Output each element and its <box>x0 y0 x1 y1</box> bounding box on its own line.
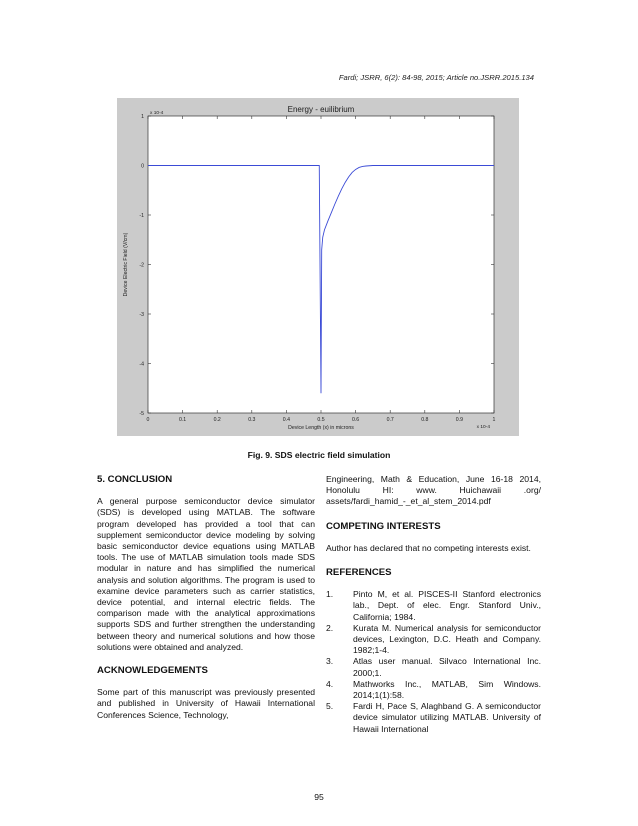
reference-text: Kurata M. Numerical analysis for semiconductor devices, Lexington, D.C. Heath and Company. 1982;1-4. <box>353 622 541 656</box>
reference-text: Pinto M, et al. PISCES-II Stanford electronics lab., Dept. of elec. Engr. Stanford Univ., California; 1984. <box>353 589 541 622</box>
x-tick-label: 0.6 <box>351 417 360 423</box>
reference-text: Atlas user manual. Silvaco International Inc. 2000;1. <box>353 656 541 678</box>
y-tick-label: -4 <box>139 361 144 368</box>
acknowledgements-heading: ACKNOWLEDGEMENTS <box>97 665 208 677</box>
right-column <box>326 474 541 735</box>
x-tick-label: 0 <box>146 417 150 423</box>
reference-item <box>326 589 541 623</box>
y-tick-label: -2 <box>139 262 144 269</box>
acknowledgements-continued: Engineering, Math & Education, June 16-18 2014, Honolulu HI: www. Huichawaii .org/ assets/fardi_hamid_-_et_al_stem_2014.pdf <box>326 474 541 507</box>
references-heading: REFERENCES <box>326 567 392 579</box>
conclusion-heading: 5. CONCLUSION <box>97 474 173 485</box>
x-tick-label: 0.8 <box>421 417 429 423</box>
acknowledgements-text: Some part of this manuscript was previously presented and published in University of Hawaii International Conferences Science, Technology, <box>97 687 315 720</box>
x-axis-multiplier: x 10-4 <box>476 425 490 430</box>
y-axis-multiplier: x 10-4 <box>150 111 164 116</box>
y-axis-label: Device Electric Field (V/cm) <box>123 232 129 297</box>
page-number: 95 <box>314 792 324 802</box>
x-tick-label: 0.1 <box>178 417 187 423</box>
reference-number: 1. <box>326 589 334 600</box>
reference-number: 4. <box>326 678 334 689</box>
reference-number: 3. <box>326 656 334 667</box>
electric-field-chart <box>117 98 519 436</box>
figure-caption: Fig. 9. SDS electric field simulation <box>247 450 391 460</box>
competing-interests-heading: COMPETING INTERESTS <box>326 520 441 532</box>
reference-text: Fardi H, Pace S, Alaghband G. A semiconductor device simulator utilizing MATLAB. University of Hawaii International <box>353 701 541 734</box>
y-tick-label: 1 <box>141 114 144 120</box>
references-list <box>326 589 541 735</box>
reference-item <box>326 679 541 701</box>
x-tick-label: 0.2 <box>213 417 221 423</box>
conclusion-text: A general purpose semiconductor device simulator (SDS) is developed using MATLAB. The software program developed has provided a tool that can supplement semiconductor device modeling by solving basic semiconductor device equations using MATLAB tools. The use of MATLAB simulation tools made SDS modular in nature and has simplified the numerical analysis and solution algorithms. The program is used to examine device parameters such as carrier statistics, device potential, and internal electric fields. The comparison made with the analytical approximations supports SDS and further strengthen the understanding between theory and numerical solutions and how those solutions were obtained and analyzed. <box>97 496 315 652</box>
left-column <box>97 474 315 721</box>
x-tick-label: 0.3 <box>248 417 256 423</box>
running-header: Fardi; JSRR, 6(2): 84-98, 2015; Article no.JSRR.2015.134 <box>338 73 534 82</box>
x-axis-label: Device Length (x) in microns <box>288 425 354 431</box>
reference-number: 5. <box>326 701 334 712</box>
figure-electric-field <box>117 98 519 436</box>
x-tick-label: 0.9 <box>455 417 464 423</box>
x-tick-label: 0.7 <box>386 417 394 423</box>
x-tick-label: 0.5 <box>317 417 325 423</box>
reference-item <box>326 701 541 735</box>
x-tick-label: 0.4 <box>282 417 291 423</box>
chart-title: Energy - euilibrium <box>287 105 355 114</box>
reference-number: 2. <box>326 622 334 633</box>
y-tick-label: -3 <box>139 312 144 318</box>
y-tick-label: 0 <box>141 163 144 170</box>
competing-interests-text: Author has declared that no competing interests exist. <box>326 542 531 553</box>
reference-text: Mathworks Inc., MATLAB, Sim Windows. 2014;1(1):58. <box>353 678 541 701</box>
x-tick-label: 1 <box>492 417 496 423</box>
reference-item <box>326 623 541 657</box>
reference-item <box>326 656 541 678</box>
y-tick-label: -1 <box>139 213 144 219</box>
y-tick-label: -5 <box>139 411 144 417</box>
